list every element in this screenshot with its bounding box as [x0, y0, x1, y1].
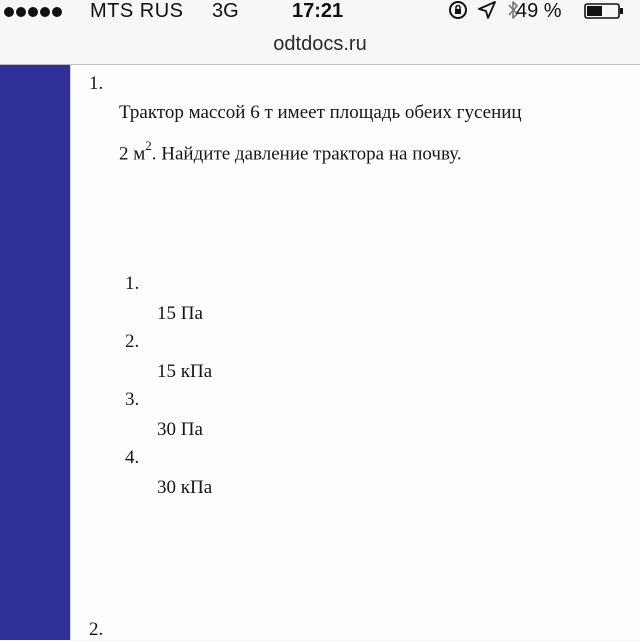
battery-percent: 49 % — [516, 0, 562, 22]
question-area-exponent: 2 — [145, 138, 152, 153]
status-bar — [0, 0, 640, 22]
answer-number: 1. — [125, 273, 140, 294]
question-text-line-1: Трактор массой 6 т имеет площадь обеих гусениц — [119, 102, 522, 123]
status-time: 17:21 — [292, 0, 344, 22]
signal-strength-icon — [4, 7, 62, 17]
question-text — [119, 95, 619, 171]
question-number: 2. — [89, 619, 104, 640]
carrier-name: MTS RUS — [90, 0, 184, 22]
answer-option[interactable]: 15 кПа — [157, 361, 213, 382]
answer-option[interactable]: 30 Па — [157, 419, 203, 440]
question-text-line-2 — [119, 130, 619, 171]
answer-option[interactable]: 30 кПа — [157, 477, 213, 498]
question-prompt: . Найдите давление трактора на почву. — [151, 143, 462, 165]
answer-number: 3. — [125, 389, 140, 410]
location-arrow-icon — [478, 1, 496, 19]
answer-number: 4. — [125, 447, 140, 468]
answer-option[interactable]: 15 Па — [157, 303, 203, 324]
answer-number: 2. — [125, 331, 140, 352]
status-icons — [448, 0, 520, 20]
address-bar[interactable]: odtdocs.ru — [273, 33, 367, 55]
document-page — [70, 65, 640, 640]
question-number: 1. — [89, 73, 104, 94]
lock-rotation-icon — [448, 0, 468, 20]
question-area-value: 2 м — [119, 143, 146, 165]
network-type: 3G — [212, 0, 239, 22]
battery-icon — [584, 3, 624, 19]
document-side-band — [0, 65, 70, 640]
